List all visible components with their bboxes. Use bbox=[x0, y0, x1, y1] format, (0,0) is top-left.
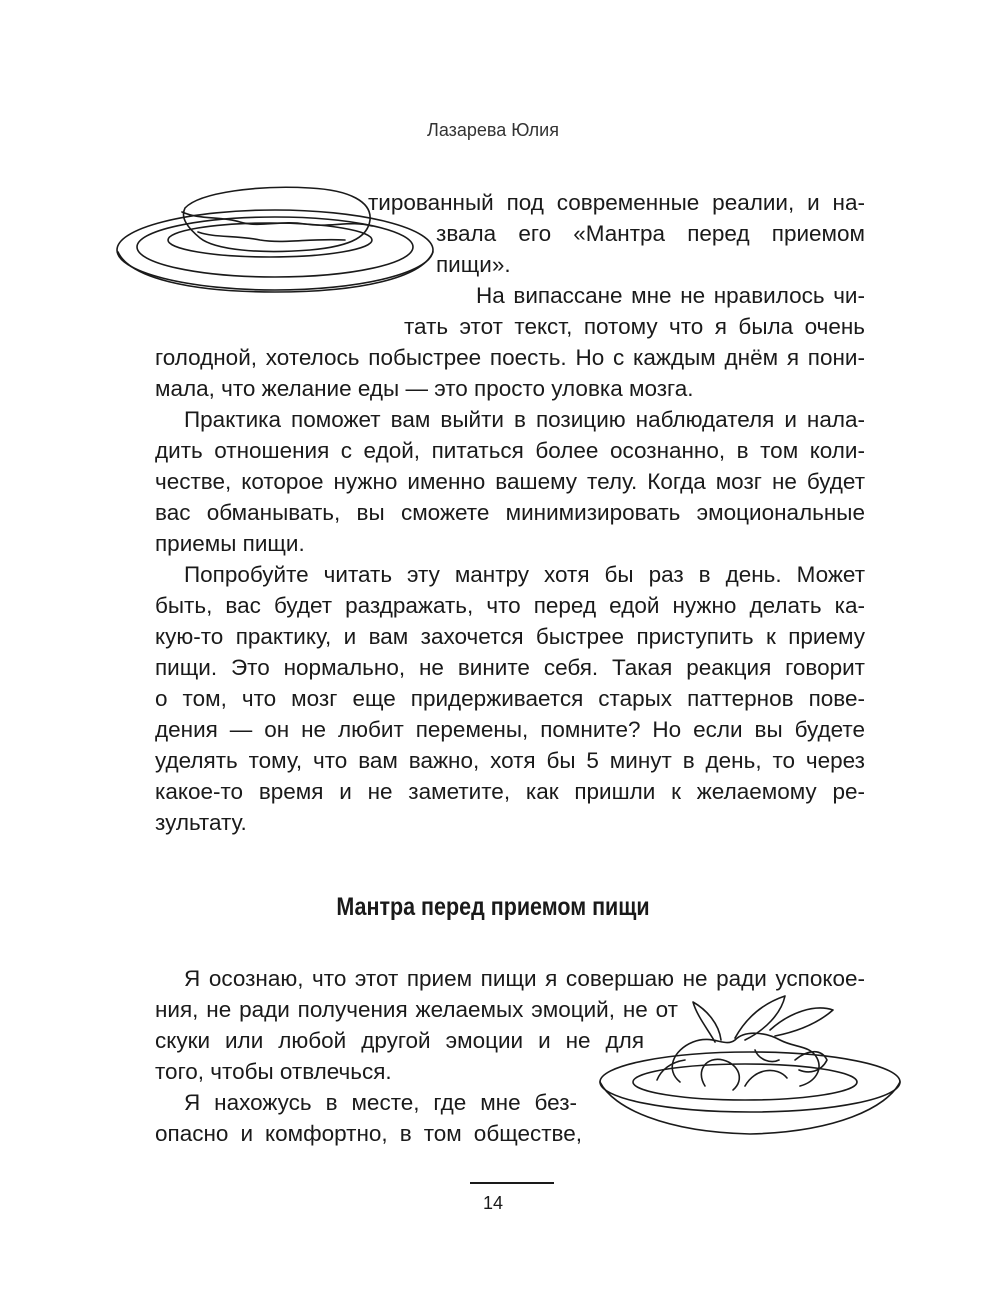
text-line: дения — он не любит перемены, помните? Но если вы будете bbox=[155, 717, 865, 742]
text-line: На випассане мне не нравилось чи- bbox=[476, 283, 865, 308]
text-line: честве, которое нужно именно вашему телу. Когда мозг не будет bbox=[155, 469, 865, 494]
text-line: зультату. bbox=[155, 810, 247, 835]
text-line: звала его «Мантра перед приемом bbox=[436, 221, 865, 246]
text-line: какое-то время и не заметите, как пришли к желаемому ре- bbox=[155, 779, 865, 804]
text-line: пищи». bbox=[436, 252, 511, 277]
text-line: голодной, хотелось побыстрее поесть. Но с каждым днём я пони- bbox=[155, 345, 865, 370]
text-line: тать этот текст, потому что я была очень bbox=[404, 314, 865, 339]
text-line: скуки или любой другой эмоции и не для bbox=[155, 1028, 644, 1053]
running-header: Лазарева Юлия bbox=[427, 120, 559, 140]
text-line: тированный под современные реалии, и на- bbox=[368, 190, 865, 215]
footer-rule bbox=[470, 1182, 554, 1184]
text-line: приемы пищи. bbox=[155, 531, 305, 556]
text-line: пищи. Это нормально, не вините себя. Такая реакция говорит bbox=[155, 655, 865, 680]
text-line: ния, не ради получения желаемых эмоций, не от bbox=[155, 997, 678, 1022]
text-line: вас обманывать, вы сможете минимизировать эмоциональные bbox=[155, 500, 865, 525]
text-line: быть, вас будет раздражать, что перед едой нужно делать ка- bbox=[155, 593, 865, 618]
text-line: Практика поможет вам выйти в позицию наблюдателя и нала- bbox=[184, 407, 865, 432]
text-line: мала, что желание еды — это просто уловка мозга. bbox=[155, 376, 694, 401]
text-line: Попробуйте читать эту мантру хотя бы раз в день. Может bbox=[184, 562, 865, 587]
section-heading: Мантра перед приемом пищи bbox=[336, 893, 650, 921]
page-number: 14 bbox=[482, 1193, 504, 1213]
text-line: дить отношения с едой, питаться более осознанно, в том коли- bbox=[155, 438, 865, 463]
text-line: того, чтобы отвлечься. bbox=[155, 1059, 392, 1084]
text-line: о том, что мозг еще придерживается старых паттернов пове- bbox=[155, 686, 865, 711]
text-line: Я нахожусь в месте, где мне без- bbox=[184, 1090, 577, 1115]
text-line: Я осознаю, что этот прием пищи я совершаю не ради успокое- bbox=[184, 966, 865, 991]
text-line: уделять тому, что вам важно, хотя бы 5 минут в день, то через bbox=[155, 748, 865, 773]
text-line: кую-то практику, и вам захочется быстрее приступить к приему bbox=[155, 624, 865, 649]
text-line: опасно и комфортно, в том обществе, bbox=[155, 1121, 582, 1146]
